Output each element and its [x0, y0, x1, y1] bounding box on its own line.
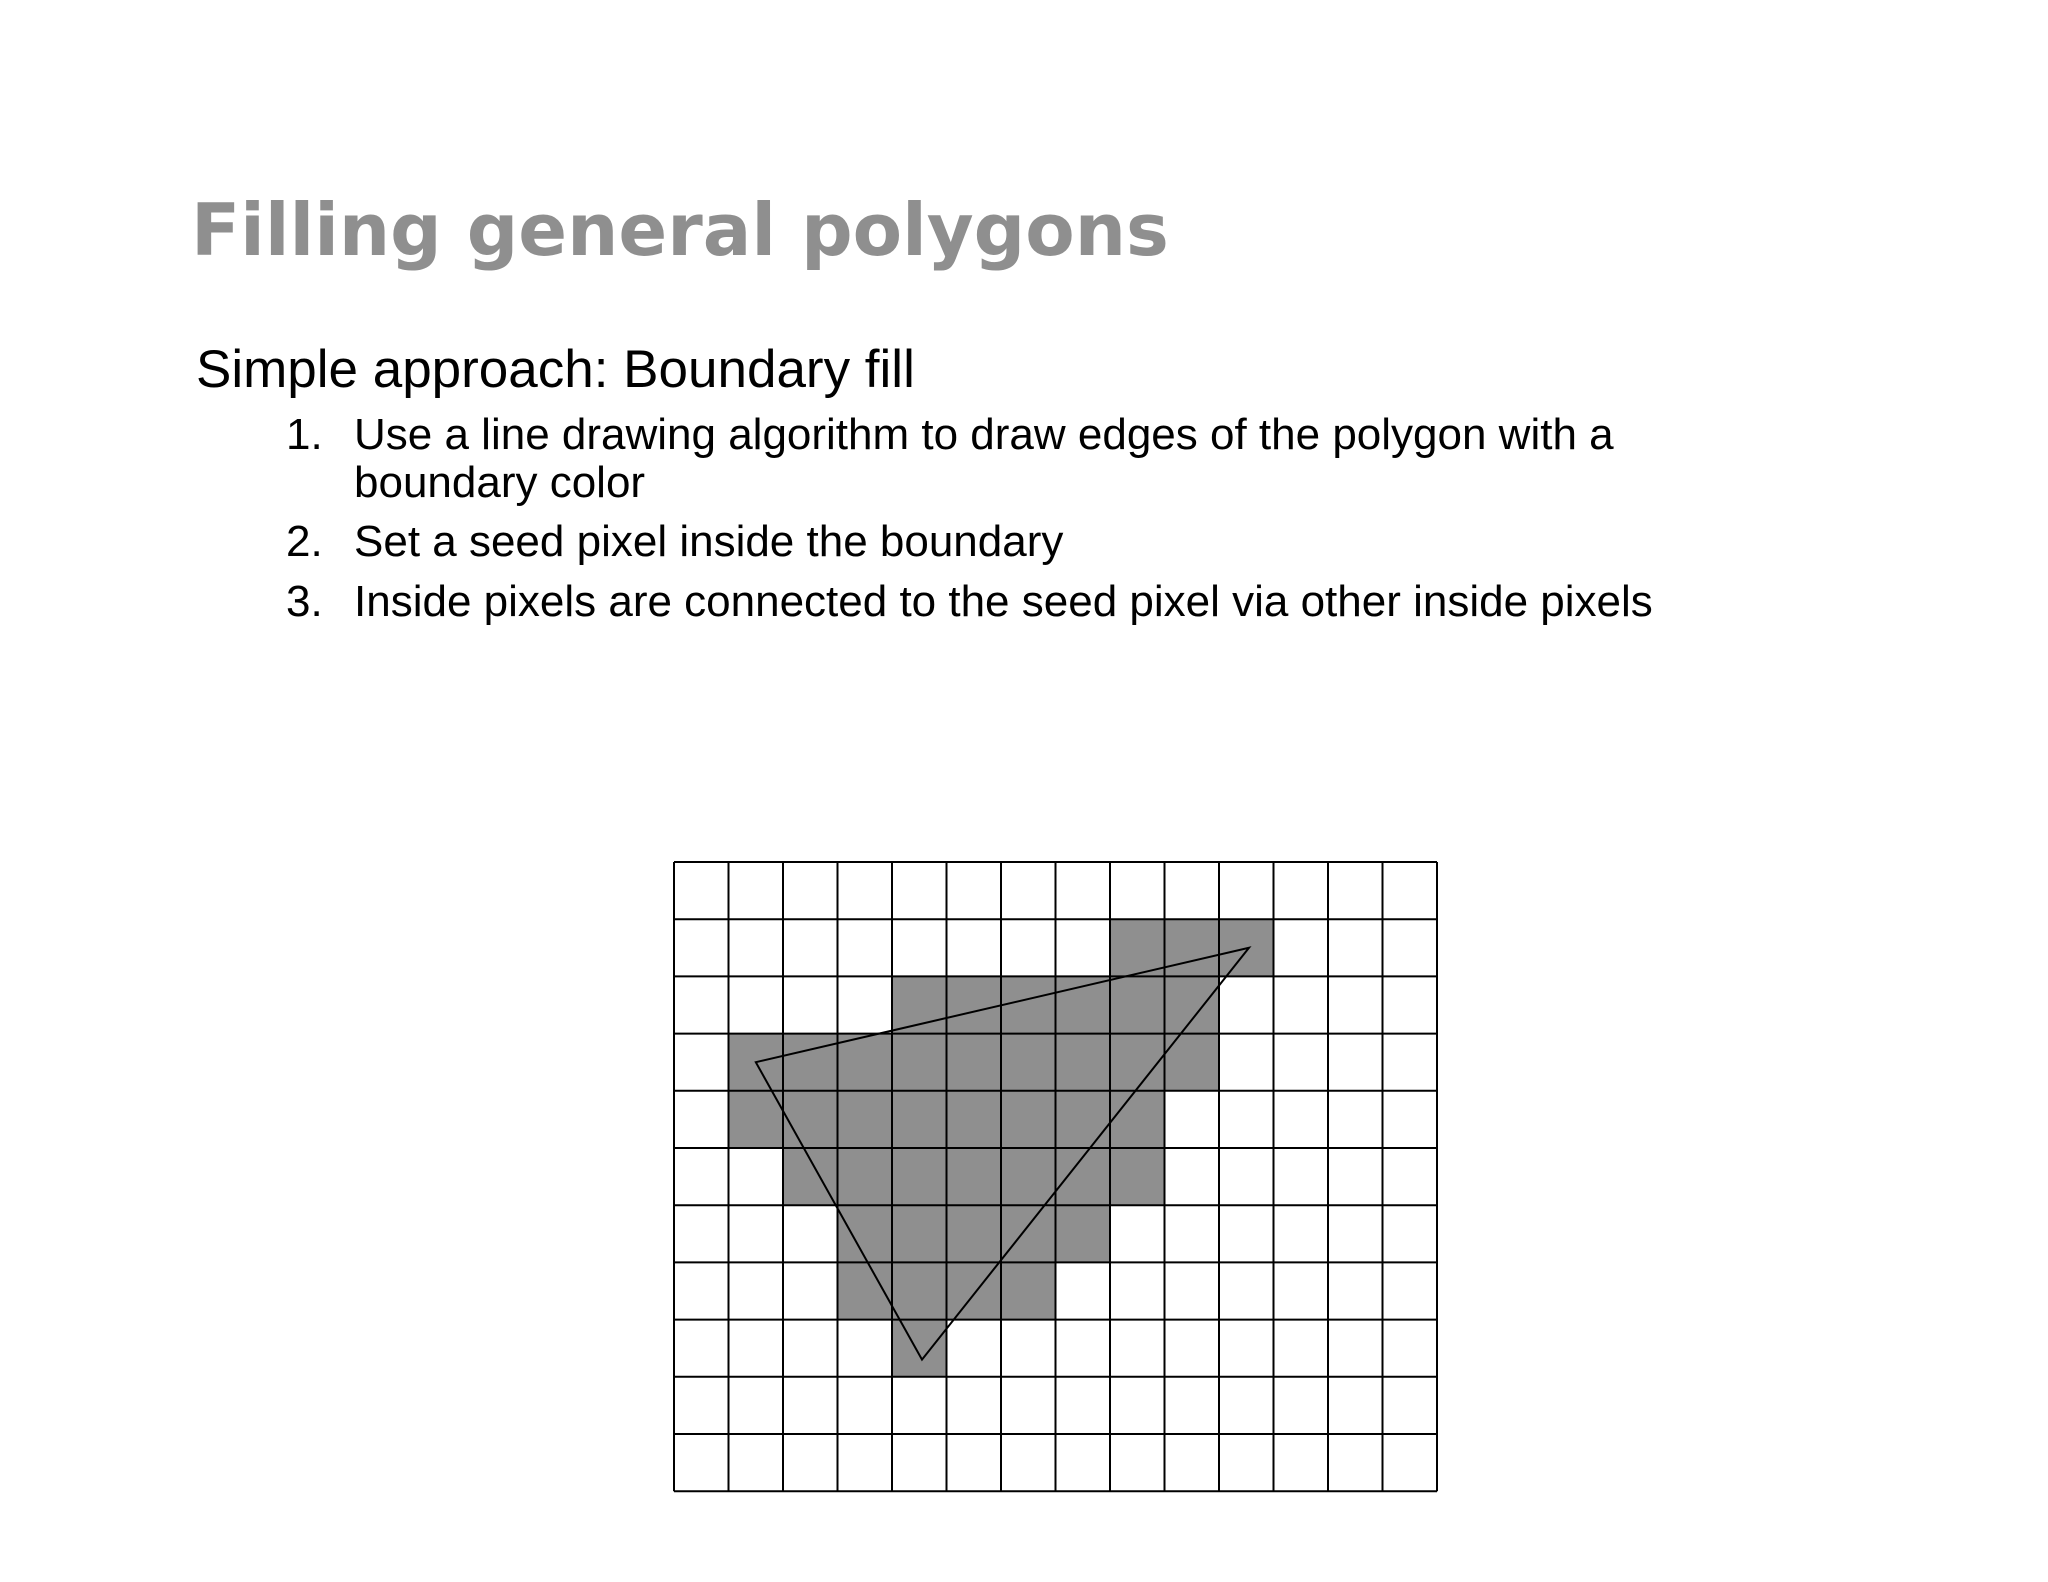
- filled-pixel: [783, 1148, 838, 1205]
- filled-pixel: [838, 1205, 893, 1262]
- filled-pixel: [947, 976, 1002, 1033]
- filled-pixel: [892, 1205, 947, 1262]
- filled-pixel: [1056, 976, 1111, 1033]
- filled-pixel: [1110, 1148, 1165, 1205]
- filled-pixel: [1001, 1262, 1056, 1319]
- filled-pixel: [1001, 1205, 1056, 1262]
- filled-pixel: [892, 1034, 947, 1091]
- filled-pixel: [892, 1148, 947, 1205]
- slide-subtitle: Simple approach: Boundary fill: [196, 340, 915, 399]
- filled-pixel: [838, 1148, 893, 1205]
- filled-pixel: [783, 1034, 838, 1091]
- filled-pixel: [729, 1091, 784, 1148]
- filled-pixel: [1165, 1034, 1220, 1091]
- filled-pixel: [1056, 1091, 1111, 1148]
- filled-pixel: [1001, 976, 1056, 1033]
- filled-pixel: [783, 1091, 838, 1148]
- filled-pixel: [892, 1091, 947, 1148]
- step-text: Use a line drawing algorithm to draw edges of the polygon with a boundary color: [354, 410, 1614, 507]
- filled-pixel: [1110, 1034, 1165, 1091]
- filled-pixel: [892, 1262, 947, 1319]
- filled-pixel: [1001, 1091, 1056, 1148]
- step-text: Set a seed pixel inside the boundary: [354, 517, 1064, 566]
- filled-pixel: [947, 1091, 1002, 1148]
- filled-pixel: [947, 1148, 1002, 1205]
- step-number: 3.: [286, 577, 323, 626]
- filled-pixel: [1110, 919, 1165, 976]
- filled-pixel: [1110, 976, 1165, 1033]
- filled-pixel: [1110, 1091, 1165, 1148]
- slide-title: Filling general polygons: [191, 188, 1169, 272]
- filled-pixel: [892, 1320, 947, 1377]
- step-number: 1.: [286, 410, 323, 459]
- filled-pixel: [1001, 1148, 1056, 1205]
- filled-pixel: [838, 1091, 893, 1148]
- filled-pixel: [947, 1205, 1002, 1262]
- step-text: Inside pixels are connected to the seed pixel via other inside pixels: [354, 577, 1653, 626]
- filled-pixel: [947, 1034, 1002, 1091]
- filled-pixel: [1001, 1034, 1056, 1091]
- filled-pixel: [1056, 1034, 1111, 1091]
- filled-pixel: [1165, 919, 1220, 976]
- filled-pixel: [1056, 1205, 1111, 1262]
- filled-pixel: [1165, 976, 1220, 1033]
- step-number: 2.: [286, 517, 323, 566]
